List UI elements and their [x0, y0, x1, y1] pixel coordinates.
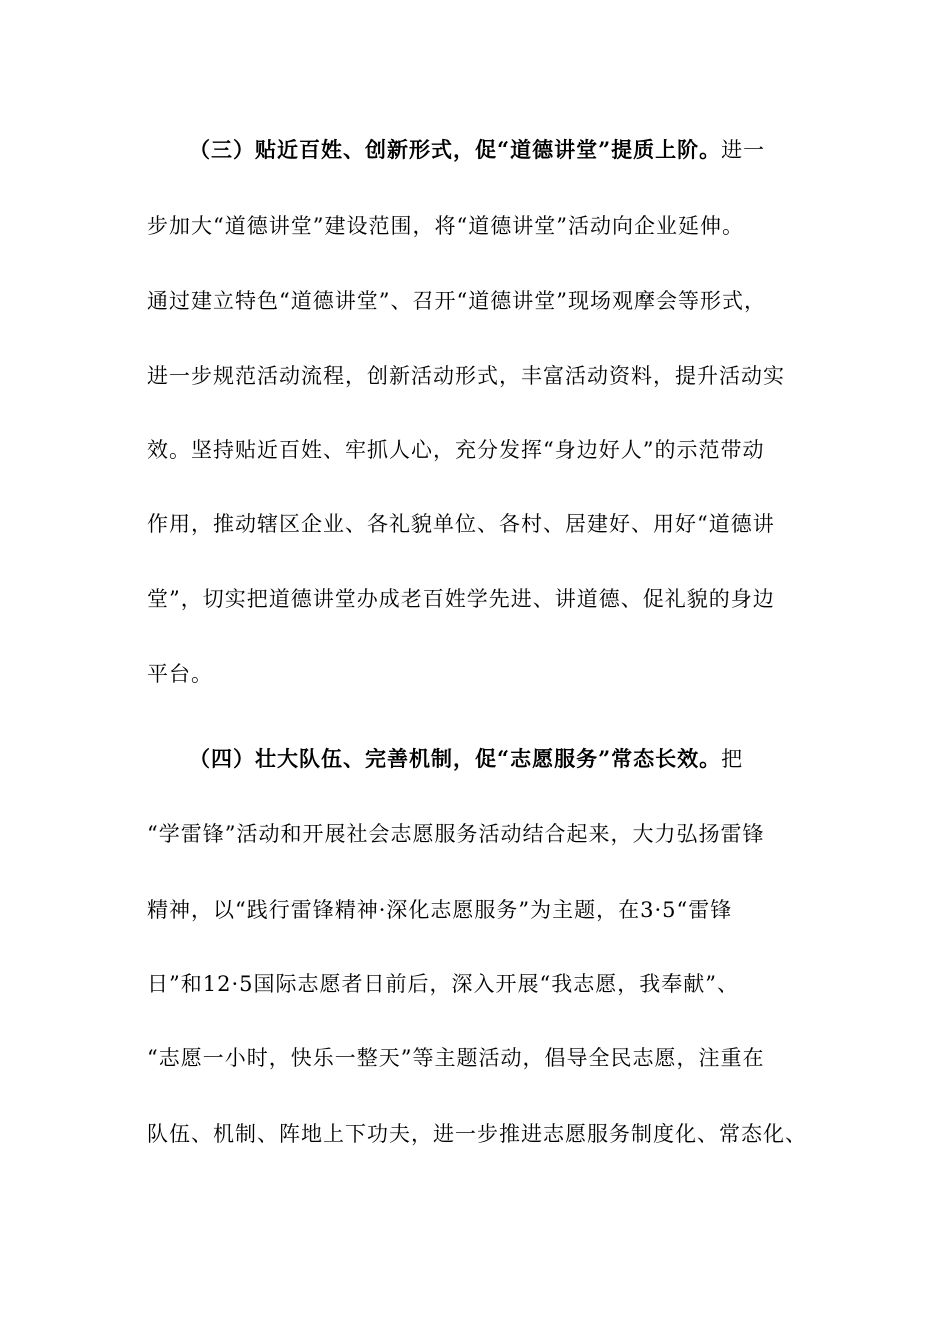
section-3-heading: （三）贴近百姓、创新形式，促“道德讲堂”提质上阶。 [189, 137, 722, 162]
section-4-line: 日”和12·5国际志愿者日前后，深入开展“我志愿，我奉献”、 [147, 972, 739, 996]
paragraph-4-first-line [189, 745, 869, 773]
section-4-line: 精神，以“践行雷锋精神·深化志愿服务”为主题，在3·5“雷锋 [147, 898, 733, 922]
paragraph-3-first-line [189, 136, 869, 164]
section-4-line: 队伍、机制、阵地上下功夫，进一步推进志愿服务制度化、常态化、 [147, 1122, 807, 1146]
section-3-line: 平台。 [147, 662, 213, 686]
section-4-heading: （四）壮大队伍、完善机制，促“志愿服务”常态长效。 [189, 746, 722, 771]
section-4-line: 把 [721, 747, 744, 771]
section-3-line: 通过建立特色“道德讲堂”、召开“道德讲堂”现场观摩会等形式， [147, 289, 766, 313]
section-3-line: 步加大“道德讲堂”建设范围，将“道德讲堂”活动向企业延伸。 [147, 214, 744, 238]
section-3-line: 作用，推动辖区企业、各礼貌单位、各村、居建好、用好“道德讲 [147, 512, 775, 536]
section-3-line: 效。坚持贴近百姓、牢抓人心，充分发挥“身边好人”的示范带动 [147, 438, 765, 462]
section-3-line: 进一 [721, 138, 766, 162]
section-3-line: 堂”，切实把道德讲堂办成老百姓学先进、讲道德、促礼貌的身边 [147, 587, 775, 611]
section-4-line: “志愿一小时，快乐一整天”等主题活动，倡导全民志愿，注重在 [147, 1046, 765, 1070]
section-4-line: “学雷锋”活动和开展社会志愿服务活动结合起来，大力弘扬雷锋 [147, 822, 765, 846]
section-3-line: 进一步规范活动流程，创新活动形式，丰富活动资料，提升活动实 [147, 364, 785, 388]
